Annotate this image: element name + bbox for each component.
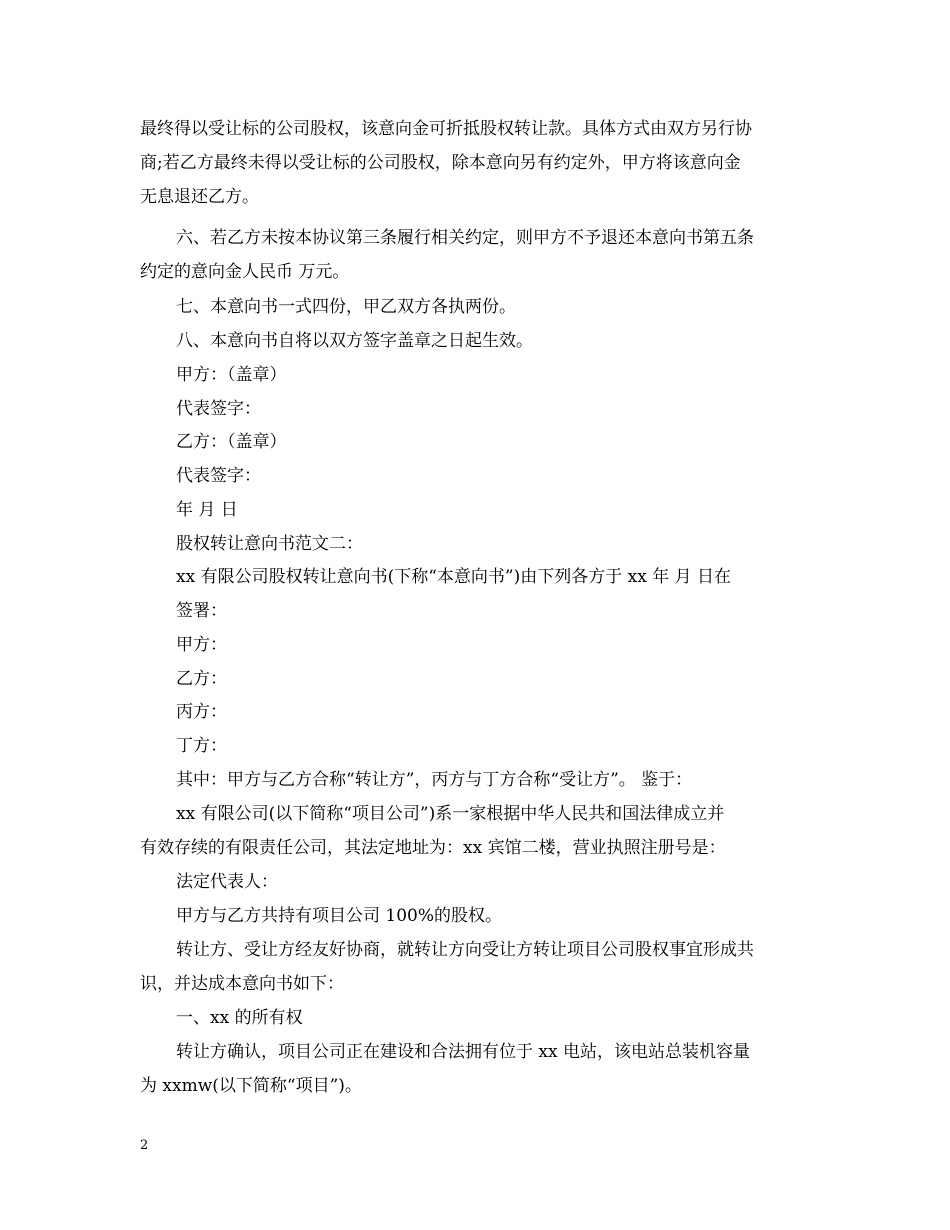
party-a-seal-line: 甲方：（盖章）: [176, 365, 287, 385]
page-number: 2: [140, 1138, 149, 1153]
text-line: 转让方确认，项目公司正在建设和合法拥有位于 xx 电站，该电站总装机容量: [176, 1042, 750, 1062]
section-heading: 一、xx 的所有权: [176, 1008, 303, 1028]
text-line: 最终得以受让标的公司股权，该意向金可折抵股权转让款。具体方式由双方另行协: [140, 119, 752, 139]
text-line: 识，并达成本意向书如下：: [140, 974, 344, 994]
party-line: 甲方：: [176, 635, 227, 655]
text-line: 无息退还乙方。: [140, 187, 259, 207]
text-line: 商;若乙方最终未得以受让标的公司股权，除本意向另有约定外，甲方将该意向金: [140, 153, 741, 173]
signature-line: 代表签字：: [176, 399, 261, 419]
text-line: 甲方与乙方共持有项目公司 100%的股权。: [176, 906, 503, 926]
text-line: 八、本意向书自将以双方签字盖章之日起生效。: [176, 331, 533, 351]
party-line: 丙方：: [176, 702, 227, 722]
party-line: 乙方：: [176, 669, 227, 689]
text-line: 六、若乙方未按本协议第三条履行相关约定，则甲方不予退还本意向书第五条: [176, 228, 754, 248]
text-line: 有效存续的有限责任公司，其法定地址为：xx 宾馆二楼，营业执照注册号是：: [140, 838, 726, 858]
text-line: 法定代表人：: [176, 872, 278, 892]
text-line: 为 xxmw(以下简称“项目”)。: [140, 1076, 362, 1096]
text-line: 七、本意向书一式四份，甲乙双方各执两份。: [176, 297, 516, 317]
text-line: 签署：: [176, 601, 227, 621]
text-line: 转让方、受让方经友好协商，就转让方向受让方转让项目公司股权事宜形成共: [176, 940, 754, 960]
party-line: 丁方：: [176, 736, 227, 756]
date-line: 年 月 日: [176, 500, 238, 520]
text-line: 约定的意向金人民币 万元。: [140, 262, 350, 282]
text-line: xx 有限公司股权转让意向书(下称“本意向书”)由下列各方于 xx 年 月 日在: [176, 567, 732, 587]
party-b-seal-line: 乙方：（盖章）: [176, 432, 287, 452]
text-line: 其中：甲方与乙方合称“转让方”，丙方与丁方合称“受让方”。 鉴于：: [176, 770, 693, 790]
signature-line: 代表签字：: [176, 466, 261, 486]
section-heading: 股权转让意向书范文二：: [176, 534, 363, 554]
text-line: xx 有限公司(以下简称“项目公司”)系一家根据中华人民共和国法律成立并: [176, 804, 725, 824]
